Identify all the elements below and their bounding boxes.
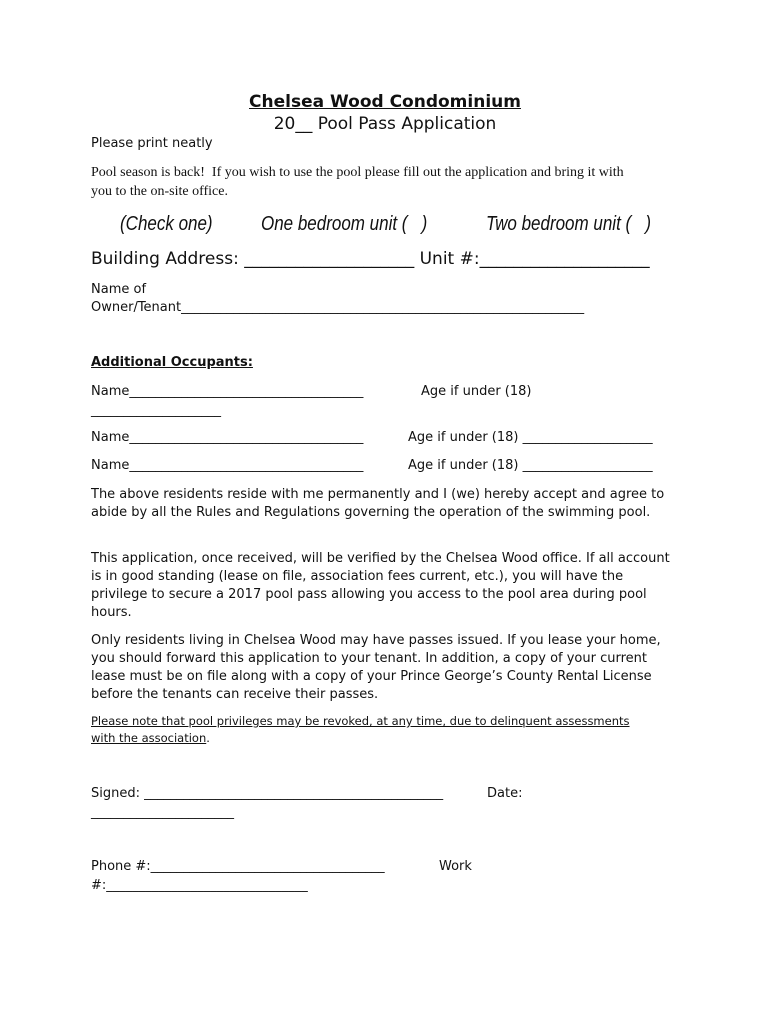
occupant-name-field-3[interactable]: Name____________________________________ bbox=[91, 458, 364, 473]
work-phone-label: Work bbox=[439, 859, 472, 874]
document-subtitle: 20__ Pool Pass Application bbox=[273, 114, 497, 134]
residents-only-paragraph: Only residents living in Chelsea Wood may have passes issued. If you lease your home, you should forward this application to your tenant. In addition, a copy of your current lease must be on file along with a copy of your Prince George’s County Rental License before the tenants can receive their passes. bbox=[91, 633, 661, 702]
owner-tenant-field[interactable]: Owner/Tenant______________________________________________________________ bbox=[91, 300, 585, 315]
building-address-field[interactable]: Building Address: ____________________ Unit #:____________________ bbox=[91, 249, 650, 269]
season-text-line-1: Pool season is back! If you wish to use the pool please fill out the application and bring it with bbox=[91, 165, 624, 180]
date-label: Date: bbox=[487, 786, 523, 801]
name-of-label: Name of bbox=[91, 282, 147, 297]
check-one-label: (Check one) bbox=[120, 213, 213, 235]
signature-field[interactable]: Signed: ______________________________________________ bbox=[91, 786, 444, 801]
phone-field[interactable]: Phone #:____________________________________ bbox=[91, 859, 385, 874]
occupant-age-field-1[interactable]: ____________________ bbox=[91, 403, 221, 418]
additional-occupants-heading: Additional Occupants: bbox=[91, 355, 253, 370]
occupant-age-field-2[interactable]: Age if under (18) ____________________ bbox=[408, 430, 653, 445]
verification-paragraph: This application, once received, will be verified by the Chelsea Wood office. If all account is in good standing (lease on file, association fees current, etc.), you will have the privilege to secure a 2017 pool pass allowing you access to the pool area during pool hours. bbox=[91, 551, 670, 620]
print-neatly-note: Please print neatly bbox=[91, 136, 213, 151]
residents-agreement-paragraph: The above residents reside with me permanently and I (we) hereby accept and agree to abide by all the Rules and Regulations governing the operation of the swimming pool. bbox=[91, 487, 665, 520]
occupant-age-label-1: Age if under (18) bbox=[421, 384, 532, 399]
one-bedroom-checkbox[interactable]: One bedroom unit ( ) bbox=[261, 213, 428, 235]
revocation-note-text: Please note that pool privileges may be revoked, at any time, due to delinquent assessments with the association bbox=[91, 714, 630, 745]
work-phone-field[interactable]: #:_______________________________ bbox=[91, 878, 308, 893]
occupant-name-field-1[interactable]: Name____________________________________ bbox=[91, 384, 364, 399]
occupant-name-field-2[interactable]: Name____________________________________ bbox=[91, 430, 364, 445]
season-text-line-2: you to the on-site office. bbox=[91, 184, 228, 199]
two-bedroom-checkbox[interactable]: Two bedroom unit ( ) bbox=[486, 213, 652, 235]
occupant-age-field-3[interactable]: Age if under (18) ____________________ bbox=[408, 458, 653, 473]
revocation-note-period: . bbox=[206, 731, 210, 745]
document-title: Chelsea Wood Condominium bbox=[249, 92, 521, 112]
date-field[interactable]: ______________________ bbox=[91, 805, 234, 820]
revocation-note bbox=[91, 713, 651, 747]
